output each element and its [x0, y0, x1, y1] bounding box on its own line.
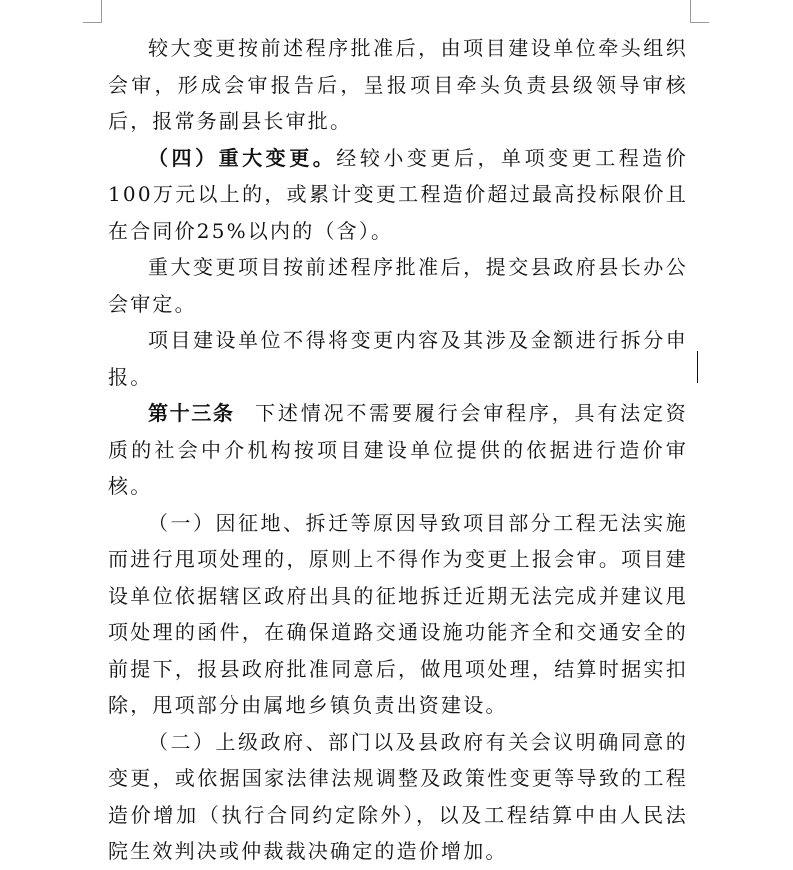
paragraph-major-change-approval — [108, 30, 688, 140]
paragraph-significant-change — [108, 140, 688, 250]
article-heading: 第十三条 — [148, 401, 235, 425]
paragraph-text: 较大变更按前述程序批准后，由项目建设单位牵头组织会审，形成会审报告后，呈报项目牵头负责县级领导审核后，报常务副县长审批。 — [108, 36, 688, 133]
paragraph-item-1 — [108, 505, 688, 724]
paragraph-text: 下述情况不需要履行会审程序，具有法定资质的社会中介机构按项目建设单位提供的依据进行造价审核。 — [108, 401, 688, 498]
paragraph-text: 经较小变更后，单项变更工程造价100万元以上的，或累计变更工程造价超过最高投标限价且在合同价25%以内的（含）。 — [108, 145, 688, 243]
top-right-crop-mark — [690, 0, 709, 23]
section-heading: （四）重大变更。 — [148, 145, 337, 170]
paragraph-significant-change-approval — [108, 249, 688, 322]
paragraph-article-13 — [108, 395, 688, 505]
paragraph-item-2 — [108, 724, 688, 870]
paragraph-text: （一）因征地、拆迁等原因导致项目部分工程无法实施而进行甩项处理的，原则上不得作为变更上报会审。项目建设单位依据辖区政府出具的征地拆迁近期无法完成并建议甩项处理的函件，在确保道路交通设施功能齐全和交通安全的前提下，报县政府批准同意后，做甩项处理，结算时据实扣除，甩项部分由属地乡镇负责出资建设。 — [108, 510, 688, 717]
paragraph-no-split-reporting — [108, 322, 688, 395]
top-left-crop-mark — [83, 0, 102, 23]
paragraph-text: （二）上级政府、部门以及县政府有关会议明确同意的变更，或依据国家法律法规调整及政策性变更等导致的工程造价增加（执行合同约定除外），以及工程结算中由人民法院生效判决或仲裁裁决确定的造价增加。 — [108, 729, 688, 863]
document-body[interactable] — [108, 30, 688, 870]
paragraph-text: 项目建设单位不得将变更内容及其涉及金额进行拆分申报。 — [108, 328, 688, 389]
paragraph-text: 重大变更项目按前述程序批准后，提交县政府县长办公会审定。 — [108, 255, 688, 316]
text-cursor — [697, 351, 698, 383]
